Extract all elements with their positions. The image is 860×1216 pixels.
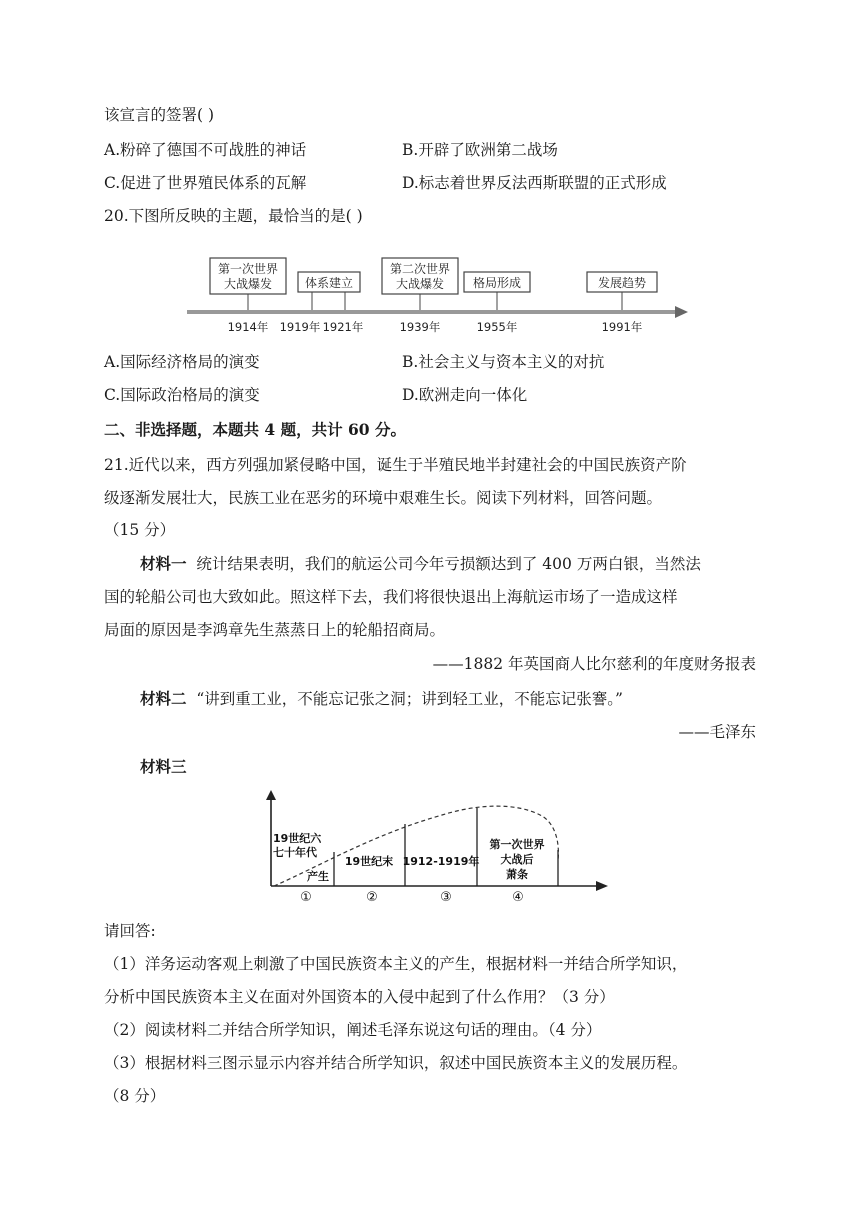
chart-seg4-line2: 大战后 <box>500 853 534 866</box>
q20-option-a: A.国际经济格局的演变 <box>104 353 260 371</box>
q21-intro-line2: 级逐渐发展壮大，民族工业在恶劣的环境中艰难生长。阅读下列材料，回答问题。 <box>104 489 663 507</box>
q19-option-a: A.粉碎了德国不可战胜的神话 <box>104 141 307 159</box>
q20-option-d: D.欧洲走向一体化 <box>402 386 528 404</box>
q20-option-c: C.国际政治格局的演变 <box>104 386 260 404</box>
material1-text-1: 统计结果表明，我们的航运公司今年亏损额达到了 400 万两白银，当然法 <box>196 555 701 573</box>
q19-option-b: B.开辟了欧洲第二战场 <box>402 141 558 159</box>
q21-question1-line1: （1）洋务运动客观上刺激了中国民族资本主义的产生，根据材料一并结合所学知识， <box>104 955 688 973</box>
q19-option-d: D.标志着世界反法西斯联盟的正式形成 <box>402 174 667 192</box>
chart-marker-2: ② <box>366 890 378 905</box>
timeline-box-ww2-line2: 大战爆发 <box>395 277 445 291</box>
section2-heading: 二、非选择题，本题共 4 题，共计 60 分。 <box>104 420 406 439</box>
chart-seg4-line3: 萧条 <box>506 868 528 881</box>
chart-seg1-line1: 19世纪六 <box>273 832 322 845</box>
timeline-arrow-head <box>675 306 688 318</box>
timeline-year-1991: 1991年 <box>601 320 643 334</box>
timeline-year-1914: 1914年 <box>227 320 269 334</box>
q21-intro-line1: 21.近代以来，西方列强加紧侵略中国，诞生于半殖民地半封建社会的中国民族资产阶 <box>104 456 687 474</box>
q21-material2-source: ——毛泽东 <box>678 723 756 741</box>
q20-stem: 20.下图所反映的主题，最恰当的是( ) <box>104 207 363 225</box>
q21-material1-line3: 局面的原因是李鸿章先生蒸蒸日上的轮船招商局。 <box>104 621 446 639</box>
q20-option-b: B.社会主义与资本主义的对抗 <box>402 353 605 371</box>
material2-label: 材料二 <box>140 689 187 708</box>
q19-option-c: C.促进了世界殖民体系的瓦解 <box>104 174 307 192</box>
material1-label: 材料一 <box>140 554 187 573</box>
timeline-bar <box>187 310 677 314</box>
q21-material1-source: ——1882 年英国商人比尔慈利的年度财务报表 <box>432 655 756 673</box>
chart-seg1-line3: 产生 <box>307 870 329 883</box>
chart-y-arrow <box>266 790 276 800</box>
q21-material1-line1 <box>140 553 701 575</box>
q21-intro-line3: （15 分） <box>104 521 176 539</box>
q21-question3-line1: （3）根据材料三图示显示内容并结合所学知识，叙述中国民族资本主义的发展历程。 <box>104 1054 688 1072</box>
q21-question2: （2）阅读材料二并结合所学知识，阐述毛泽东说这句话的理由。（4 分） <box>104 1021 602 1039</box>
timeline-box-ww2-line1: 第二次世界 <box>389 262 451 276</box>
q19-stem-tail: 该宣言的签署( ) <box>104 106 215 124</box>
chart-seg4-line1: 第一次世界 <box>489 838 545 851</box>
q21-material1-line2: 国的轮船公司也大致如此。照这样下去，我们将很快退出上海航运市场了一造成这样 <box>104 588 678 606</box>
chart-marker-4: ④ <box>512 890 524 905</box>
chart-seg3: 1912-1919年 <box>402 855 480 868</box>
chart-x-arrow <box>596 881 608 891</box>
q21-material2-line <box>140 688 623 710</box>
q21-question1-line2: 分析中国民族资本主义在面对外国资本的入侵中起到了什么作用？（3 分） <box>104 988 615 1006</box>
timeline-box-trend-label: 发展趋势 <box>597 276 647 290</box>
chart-marker-3: ③ <box>440 890 452 905</box>
q21-question3-line2: （8 分） <box>104 1087 166 1105</box>
capitalism-development-chart <box>262 790 610 906</box>
timeline-figure <box>185 250 690 342</box>
timeline-year-1921: 1921年 <box>322 320 364 334</box>
chart-marker-1: ① <box>300 890 312 905</box>
timeline-year-1919: 1919年 <box>279 320 321 334</box>
timeline-box-ww1-line2: 大战爆发 <box>223 277 273 291</box>
q21-ask: 请回答: <box>104 922 156 940</box>
chart-seg1-line2: 七十年代 <box>273 846 317 859</box>
timeline-box-system-label: 体系建立 <box>304 276 354 290</box>
timeline-box-ww1-line1: 第一次世界 <box>217 262 279 276</box>
timeline-year-1939: 1939年 <box>399 320 441 334</box>
timeline-box-pattern-label: 格局形成 <box>472 276 522 290</box>
chart-seg2: 19世纪末 <box>344 855 394 868</box>
material2-text: “讲到重工业，不能忘记张之洞；讲到轻工业，不能忘记张謇。” <box>196 690 623 708</box>
timeline-year-1955: 1955年 <box>476 320 518 334</box>
material3-label: 材料三 <box>140 757 187 776</box>
